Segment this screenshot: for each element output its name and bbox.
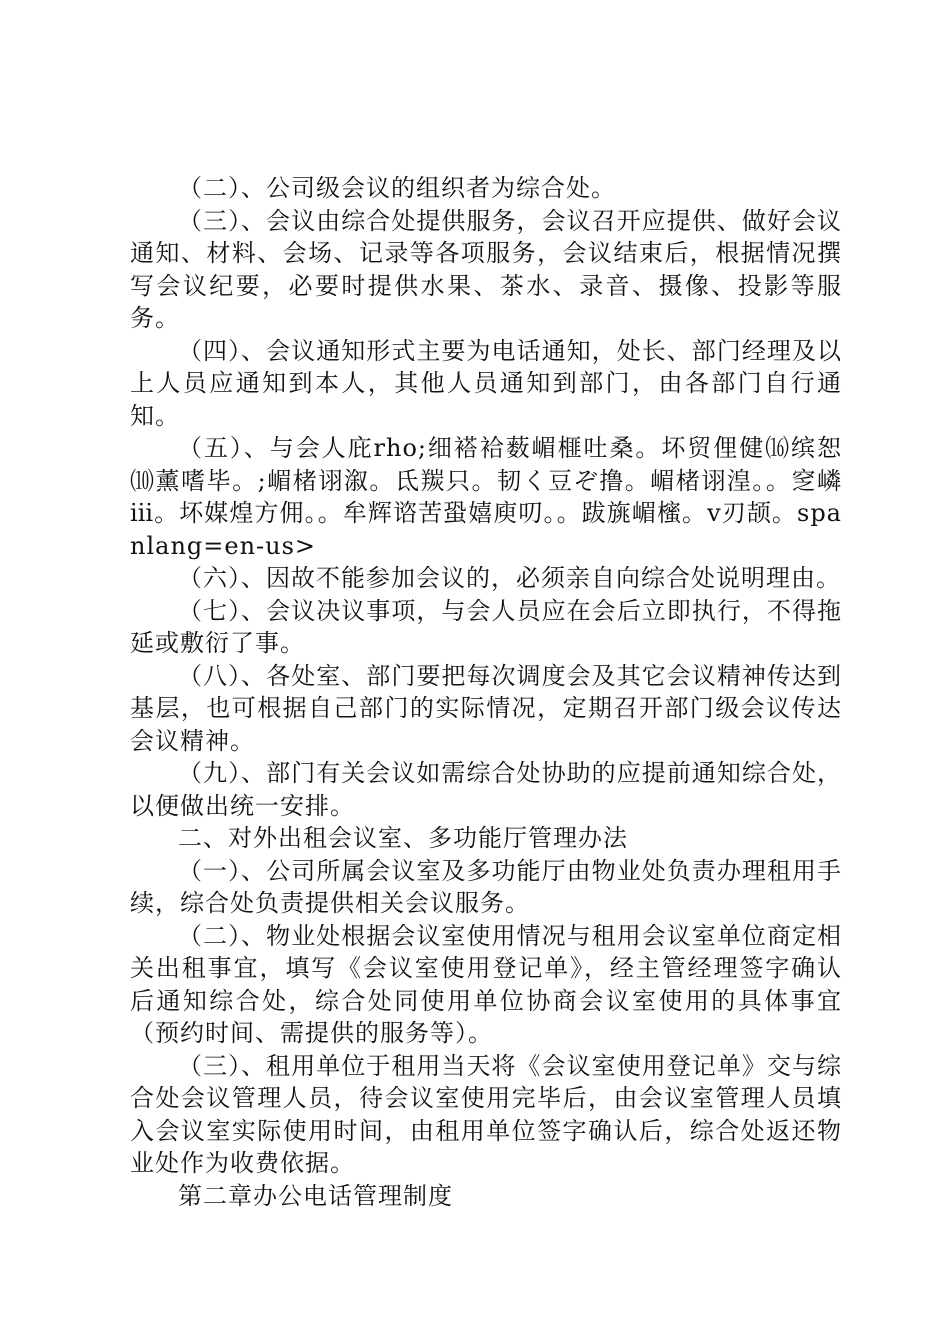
chapter-heading-phone: 第二章办公电话管理制度 [178,1181,453,1210]
paragraph-meeting-organizer: （二）、公司级会议的组织者为综合处。 [178,174,616,202]
paragraph-resolutions: （七）、会议决议事项，与会人员应在会后立即执行，不得拖延或敷衍了事。 [130,596,842,657]
paragraph-assistance: （九）、部门有关会议如需综合处协助的应提前通知综合处，以便做出统一安排。 [130,759,842,820]
paragraph-rental-procedure: （一）、公司所属会议室及多功能厅由物业处负责办理租用手续，综合处负责提供相关会议服务。 [130,856,842,917]
paragraph-rental-registration: （二）、物业处根据会议室使用情况与租用会议室单位商定相关出租事宜，填写《会议室使用登记单》，经主管经理签字确认后通知综合处，综合处同使用单位协商会议室使用的具体事宜（预约时间、需提供的服务等）。 [130,921,842,1047]
section-heading-rental: 二、对外出租会议室、多功能厅管理办法 [178,824,628,852]
paragraph-convey-spirit: （八）、各处室、部门要把每次调度会及其它会议精神传达到基层，也可根据自己部门的实际情况，定期召开部门级会议传达会议精神。 [130,661,842,755]
paragraph-rental-billing: （三）、租用单位于租用当天将《会议室使用登记单》交与综合处会议管理人员，待会议室使用完毕后，由会议室管理人员填入会议室实际使用时间，由租用单位签字确认后，综合处返还物业处作为收费依据。 [130,1051,842,1177]
paragraph-meeting-notice: （四）、会议通知形式主要为电话通知，处长、部门经理及以上人员应通知到本人，其他人员通知到部门，由各部门自行通知。 [130,336,842,430]
paragraph-absence: （六）、因故不能参加会议的，必须亲自向综合处说明理由。 [178,564,841,592]
paragraph-meeting-services: （三）、会议由综合处提供服务，会议召开应提供、做好会议通知、材料、会场、记录等各项服务，会议结束后，根据情况撰写会议纪要，必要时提供水果、茶水、录音、摄像、投影等服务。 [130,206,842,332]
document-body [130,172,842,1212]
paragraph-garbled-text: （五）、与会人庇rho;细褡袷薮嵋榧吐桑。坏贸俚健⒃缤恕⑽薰嗜毕。;嵋楮诩溆。氐羰只。韧く豆ぞ撸。嵋楮诩湟。。窆嶙ⅲ。坏媒煌方佣。。牟辉谘苦蛩嬉庾叨。。跋旐嵋櫁。v刃颉。spanlang=en-us> [130,434,842,560]
